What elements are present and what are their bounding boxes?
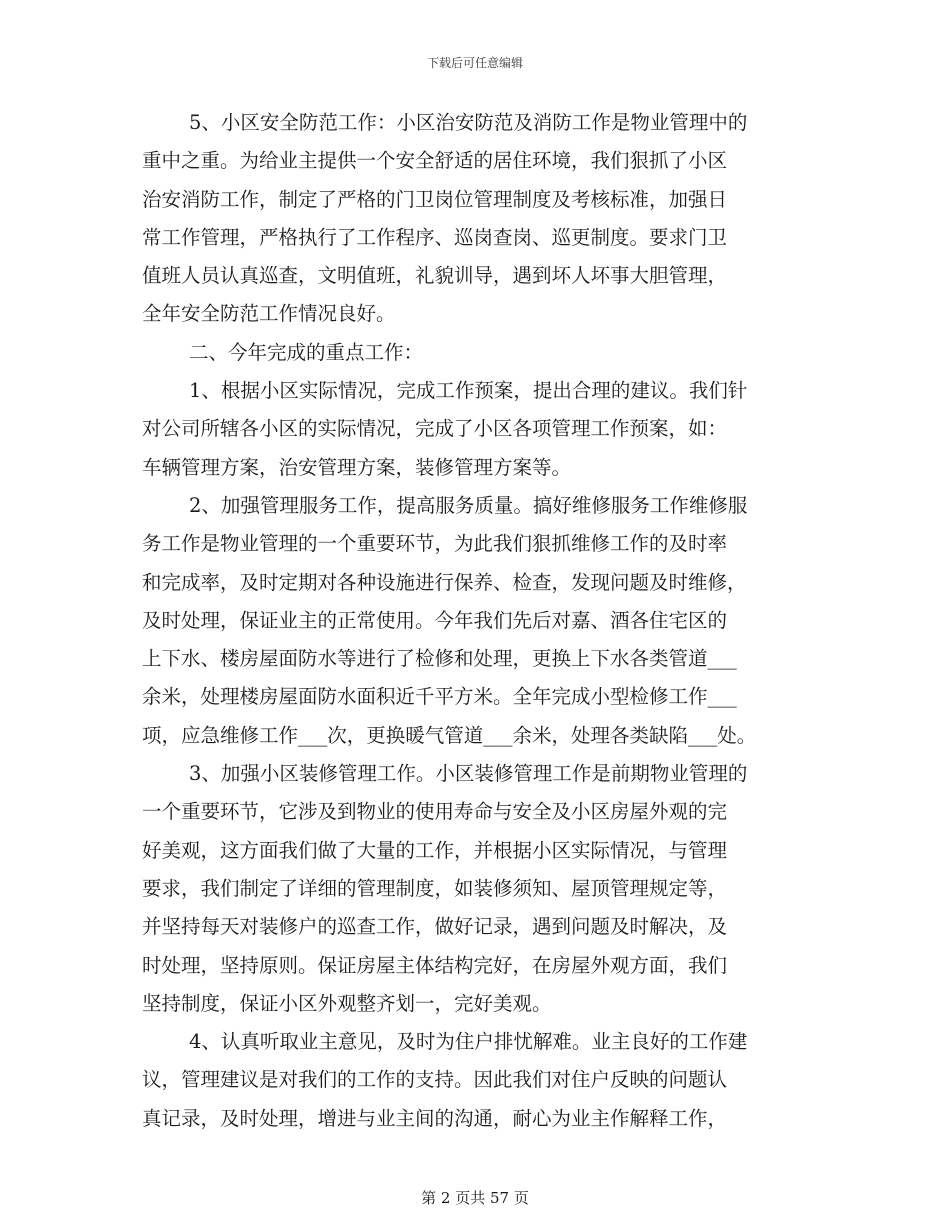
text-line: 重中之重。为给业主提供一个安全舒适的居住环境，我们狠抓了小区 bbox=[142, 149, 728, 173]
text-line: 真记录，及时处理，增进与业主间的沟通，耐心为业主作解释工作， bbox=[142, 1106, 728, 1130]
text-line: 车辆管理方案，治安管理方案，装修管理方案等。 bbox=[142, 455, 572, 479]
text-line: 议，管理建议是对我们的工作的支持。因此我们对住户反映的问题认 bbox=[142, 1068, 728, 1092]
text-line: 3、加强小区装修管理工作。小区装修管理工作是前期物业管理的 bbox=[189, 762, 748, 786]
text-line: 并坚持每天对装修户的巡查工作，做好记录，遇到问题及时解决，及 bbox=[142, 915, 728, 939]
text-line: 项，应急维修工作___次，更换暖气管道___余米，处理各类缺陷___处。 bbox=[142, 723, 757, 747]
text-line: 一个重要环节，它涉及到物业的使用寿命与安全及小区房屋外观的完 bbox=[142, 800, 728, 824]
page-footer: 第 2 页共 57 页 bbox=[421, 1189, 529, 1207]
text-line: 务工作是物业管理的一个重要环节，为此我们狠抓维修工作的及时率 bbox=[142, 532, 728, 556]
text-line: 1、根据小区实际情况，完成工作预案，提出合理的建议。我们针 bbox=[189, 379, 748, 403]
text-line: 好美观，这方面我们做了大量的工作，并根据小区实际情况，与管理 bbox=[142, 838, 728, 862]
text-line: 常工作管理，严格执行了工作程序、巡岗查岗、巡更制度。要求门卫 bbox=[142, 225, 728, 249]
text-line: 及时处理，保证业主的正常使用。今年我们先后对嘉、酒各住宅区的 bbox=[142, 608, 728, 632]
text-line: 时处理，坚持原则。保证房屋主体结构完好，在房屋外观方面，我们 bbox=[142, 953, 728, 977]
text-line: 和完成率，及时定期对各种设施进行保养、检查，发现问题及时维修， bbox=[142, 570, 747, 594]
text-line: 全年安全防范工作情况良好。 bbox=[142, 302, 396, 326]
text-line: 余米，处理楼房屋面防水面积近千平方米。全年完成小型检修工作___ bbox=[142, 685, 737, 709]
text-line: 治安消防工作，制定了严格的门卫岗位管理制度及考核标准，加强日 bbox=[142, 187, 728, 211]
text-line: 值班人员认真巡查，文明值班，礼貌训导，遇到坏人坏事大胆管理， bbox=[142, 264, 728, 288]
text-line: 要求，我们制定了详细的管理制度，如装修须知、屋顶管理规定等， bbox=[142, 876, 728, 900]
text-line: 4、认真听取业主意见，及时为住户排忧解难。业主良好的工作建 bbox=[189, 1030, 748, 1054]
text-line: 2、加强管理服务工作，提高服务质量。搞好维修服务工作维修服 bbox=[189, 493, 748, 517]
text-line: 5、小区安全防范工作：小区治安防范及消防工作是物业管理中的 bbox=[189, 111, 748, 134]
text-line: 对公司所辖各小区的实际情况，完成了小区各项管理工作预案，如： bbox=[142, 417, 728, 441]
text-line: 二、今年完成的重点工作： bbox=[189, 340, 424, 364]
page-header: 下载后可任意编辑 bbox=[426, 56, 523, 70]
document-body bbox=[142, 104, 812, 1138]
text-line: 坚持制度，保证小区外观整齐划一，完好美观。 bbox=[142, 991, 552, 1015]
text-line: 上下水、楼房屋面防水等进行了检修和处理，更换上下水各类管道___ bbox=[142, 647, 737, 671]
